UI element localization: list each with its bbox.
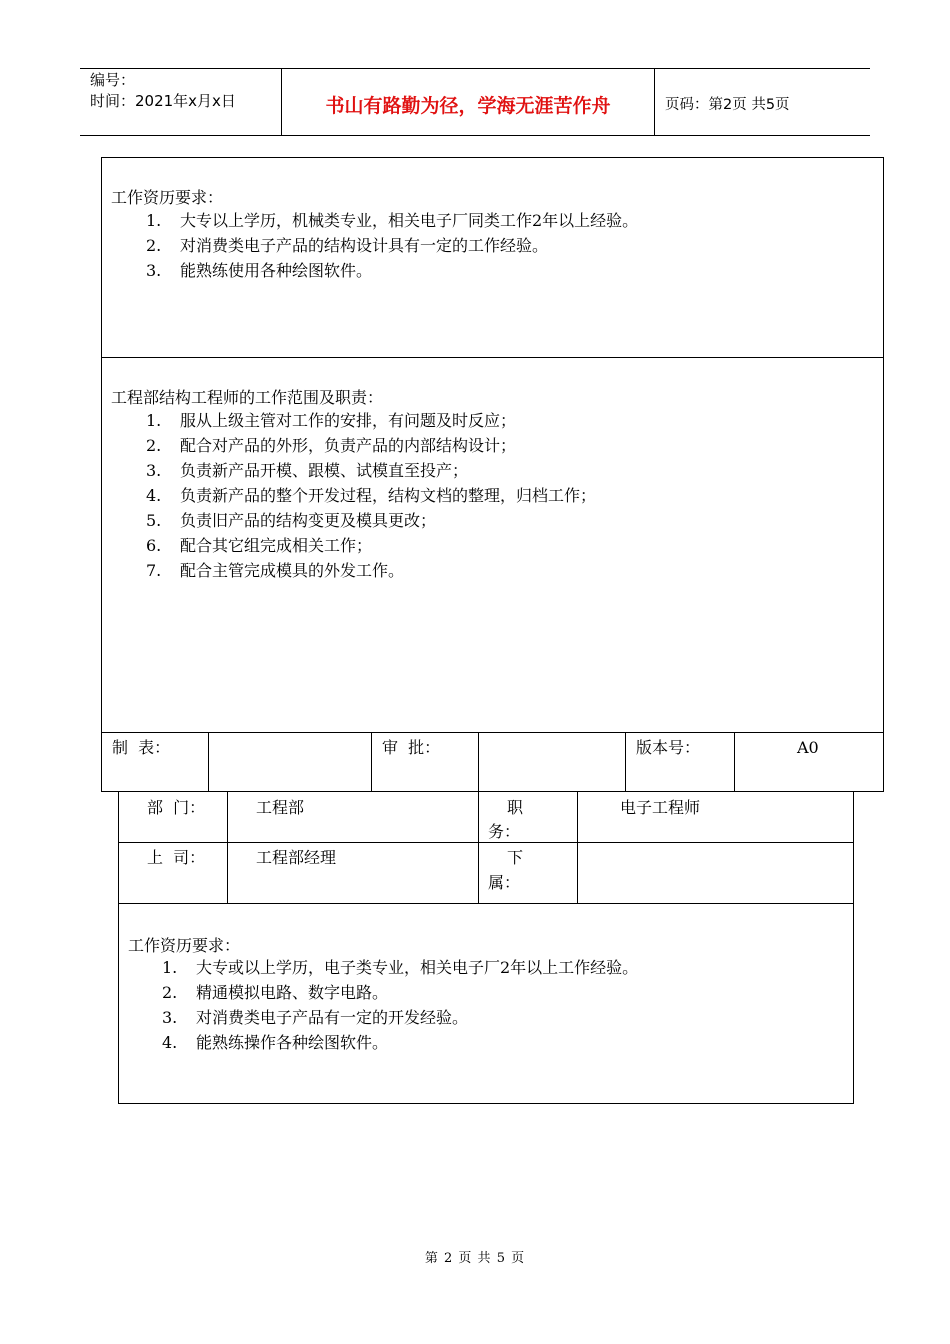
list-item: 2. 精通模拟电路、数字电路。 [162, 983, 389, 1002]
header-top-rule [80, 68, 870, 69]
section-a-list [146, 208, 638, 283]
header-bottom-rule [80, 135, 870, 136]
list-item: 5. 负责旧产品的结构变更及模具更改； [146, 511, 437, 530]
section-b-title: 工程部结构工程师的工作范围及职责： [111, 388, 384, 407]
subordinate-label-2: 属： [488, 873, 521, 892]
position-row-divider-2 [118, 903, 854, 904]
approval-divider-5 [734, 732, 735, 792]
section-c-list [162, 955, 638, 1055]
job-title-value: 电子工程师 [620, 798, 701, 817]
job-title-label-1: 职 [507, 798, 524, 817]
list-item: 1. 大专或以上学历，电子类专业，相关电子厂2年以上工作经验。 [162, 958, 639, 977]
section-divider-b-approval [101, 732, 884, 733]
position-row-divider-1 [118, 842, 854, 843]
job-title-label-2: 务： [488, 822, 521, 841]
department-value: 工程部 [256, 798, 305, 817]
list-item: 6. 配合其它组完成相关工作； [146, 536, 373, 555]
version-label: 版本号： [636, 738, 701, 757]
position-col-divider-3 [577, 792, 578, 903]
section-c-title: 工作资历要求： [128, 936, 241, 955]
position-col-divider-2 [478, 792, 479, 903]
footer-page-number: 第 2 页 共 5 页 [424, 1251, 526, 1266]
approval-divider-2 [371, 732, 372, 792]
department-label: 部 门： [147, 798, 206, 817]
list-item: 3. 能熟练使用各种绘图软件。 [146, 261, 373, 280]
position-col-divider-1 [227, 792, 228, 903]
list-item: 2. 对消费类电子产品的结构设计具有一定的工作经验。 [146, 236, 549, 255]
approval-divider-4 [625, 732, 626, 792]
approved-by-label: 审 批： [382, 738, 441, 757]
list-item: 2. 配合对产品的外形，负责产品的内部结构设计； [146, 436, 517, 455]
superior-value: 工程部经理 [256, 848, 337, 867]
list-item: 1. 大专以上学历，机械类专业，相关电子厂同类工作2年以上经验。 [146, 211, 639, 230]
list-item: 4. 负责新产品的整个开发过程，结构文档的整理，归档工作； [146, 486, 597, 505]
list-item: 1. 服从上级主管对工作的安排，有问题及时反应； [146, 411, 517, 430]
approval-divider-1 [208, 732, 209, 792]
doc-number-label: 编号： [90, 71, 136, 89]
section-b-list [146, 408, 596, 583]
subordinate-label-1: 下 [507, 848, 524, 867]
list-item: 7. 配合主管完成模具的外发工作。 [146, 561, 405, 580]
header-meta [90, 70, 236, 112]
section-divider-a-b [101, 357, 884, 358]
list-item: 3. 对消费类电子产品有一定的开发经验。 [162, 1008, 469, 1027]
approval-divider-3 [478, 732, 479, 792]
list-item: 4. 能熟练操作各种绘图软件。 [162, 1033, 389, 1052]
superior-label: 上 司： [147, 848, 206, 867]
header-motto: 书山有路勤为径，学海无涯苦作舟 [325, 95, 611, 117]
version-value: A0 [797, 738, 819, 757]
date-label: 时间：2021年x月x日 [90, 92, 236, 110]
list-item: 3. 负责新产品开模、跟模、试模直至投产； [146, 461, 469, 480]
header-page-number: 页码：第2页 共5页 [665, 97, 790, 113]
section-a-title: 工作资历要求： [111, 188, 224, 207]
header-divider-right [654, 68, 655, 136]
made-by-label: 制 表： [112, 738, 171, 757]
